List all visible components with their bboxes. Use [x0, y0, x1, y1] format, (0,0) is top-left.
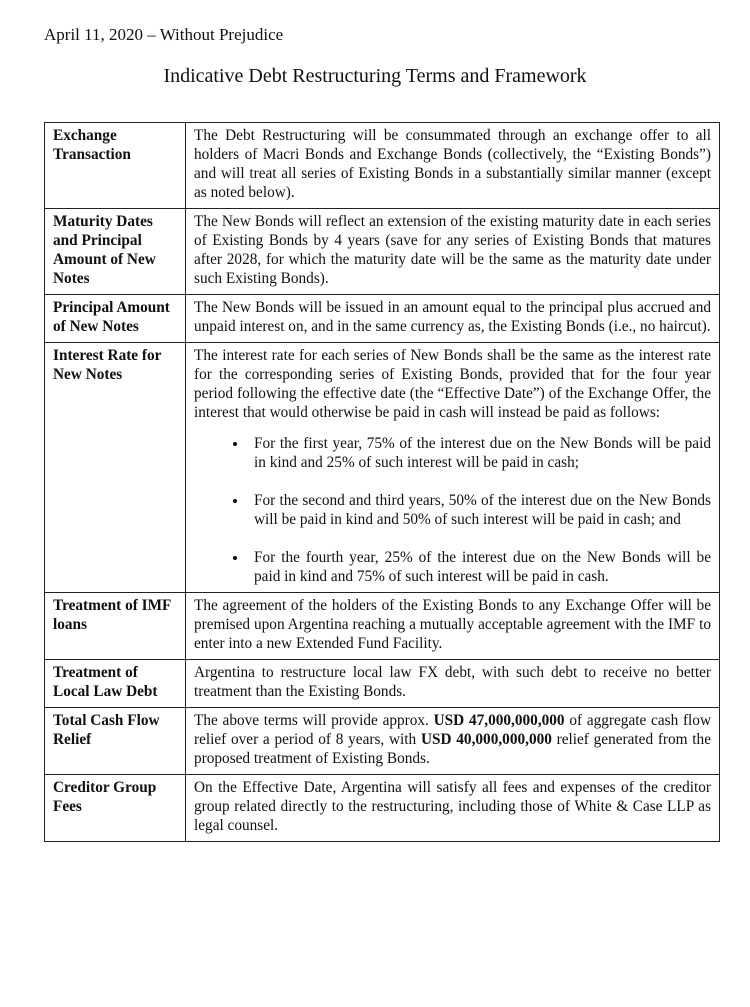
- document-date-line: April 11, 2020 – Without Prejudice: [44, 25, 284, 44]
- term-label: Total Cash Flow Relief: [45, 708, 186, 775]
- description-text: Argentina to restructure local law FX debt, with such debt to receive no better treatment than the Existing Bonds.: [194, 664, 711, 700]
- description-text: The New Bonds will be issued in an amount equal to the principal plus accrued and unpaid interest on, and in the same currency as, the Existing Bonds (i.e., no haircut).: [194, 299, 711, 335]
- description-text: [194, 711, 711, 768]
- term-label: Maturity Dates and Principal Amount of New Notes: [45, 209, 186, 295]
- term-label: Treatment of IMF loans: [45, 593, 186, 660]
- terms-table: [44, 122, 720, 842]
- term-label: Principal Amount of New Notes: [45, 295, 186, 343]
- description-text: On the Effective Date, Argentina will satisfy all fees and expenses of the creditor group related directly to the restructuring, including those of White & Case LLP as legal counsel.: [194, 779, 711, 834]
- list-item: • For the fourth year, 25% of the interest due on the New Bonds will be paid in kind and 75% of such interest will be paid in cash.: [248, 548, 711, 586]
- table-row: [45, 660, 720, 708]
- table-row: [45, 775, 720, 842]
- list-item: • For the first year, 75% of the interest due on the New Bonds will be paid in kind and 25% of such interest will be paid in cash;: [248, 434, 711, 472]
- term-description: [186, 343, 720, 593]
- existing-bonds-relief-amount: USD 40,000,000,000: [420, 731, 552, 748]
- description-text: The interest rate for each series of New Bonds shall be the same as the interest rate for the corresponding series of Existing Bonds, provided that for the four year period following the effective date (the “Effective Date”) of the Exchange Offer, the interest that would otherwise be paid in cash will instead be paid as follows:: [194, 347, 711, 421]
- description-text: The Debt Restructuring will be consummated through an exchange offer to all holders of Macri Bonds and Exchange Bonds (collectively, the “Existing Bonds”) and will treat all series of Existing Bonds in a substantially similar manner (except as noted below).: [194, 127, 711, 201]
- term-label: Treatment of Local Law Debt: [45, 660, 186, 708]
- table-row: [45, 343, 720, 593]
- table-row: [45, 123, 720, 209]
- term-description: [186, 593, 720, 660]
- description-text-part: of aggregate cash flow relief over a period of 8 years, with: [194, 712, 712, 748]
- term-label: Exchange Transaction: [45, 123, 186, 209]
- document-title: Indicative Debt Restructuring Terms and Framework: [163, 65, 587, 87]
- list-item: • For the second and third years, 50% of the interest due on the New Bonds will be paid in kind and 50% of such interest will be paid in cash; and: [248, 491, 711, 529]
- term-label: Creditor Group Fees: [45, 775, 186, 842]
- term-label: Interest Rate for New Notes: [45, 343, 186, 593]
- description-text: The agreement of the holders of the Existing Bonds to any Exchange Offer will be premised upon Argentina reaching a mutually acceptable agreement with the IMF to enter into a new Extended Fund Facility.: [194, 597, 711, 652]
- table-row: [45, 209, 720, 295]
- description-text-part: relief generated from the proposed treatment of Existing Bonds.: [194, 731, 711, 767]
- description-text-part: The above terms will provide approx.: [194, 712, 434, 729]
- interest-schedule-list: [194, 434, 711, 586]
- description-text: The New Bonds will reflect an extension of the existing maturity date in each series of Existing Bonds by 4 years (save for any series of Existing Bonds that matures after 2028, for which the maturity date will be the same as the maturity date under such Existing Bonds).: [194, 213, 711, 287]
- cash-flow-relief-amount: USD 47,000,000,000: [433, 712, 565, 729]
- term-description: [186, 295, 720, 343]
- term-description: [186, 209, 720, 295]
- table-row: [45, 593, 720, 660]
- term-description: [186, 660, 720, 708]
- table-row: [45, 708, 720, 775]
- term-description: [186, 708, 720, 775]
- term-description: [186, 123, 720, 209]
- term-description: [186, 775, 720, 842]
- table-row: [45, 295, 720, 343]
